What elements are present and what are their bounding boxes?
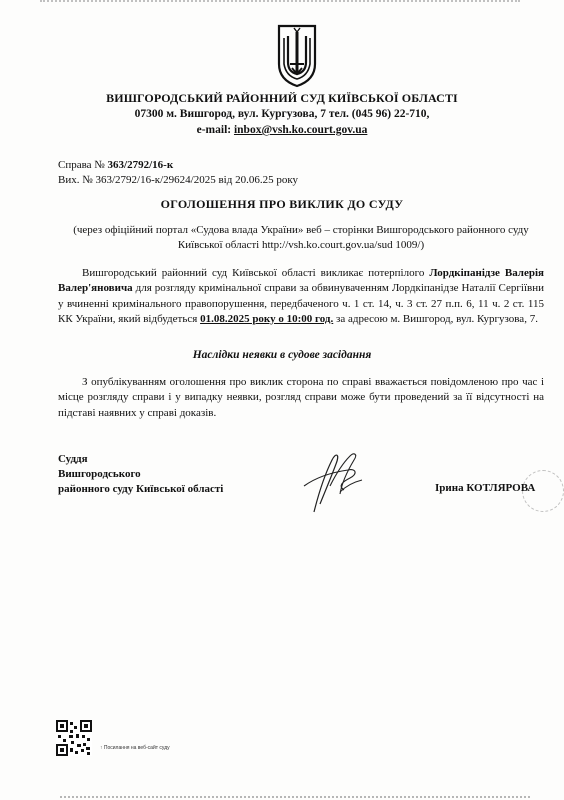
victim-name: Лордкіпанідзе Валерія Валер'яновича bbox=[58, 267, 544, 295]
summons-paragraph bbox=[58, 266, 544, 327]
case-references bbox=[58, 158, 298, 188]
consequences-heading: Наслідки неявки в судове засідання bbox=[192, 349, 372, 361]
document-title: ОГОЛОШЕННЯ ПРО ВИКЛИК ДО СУДУ bbox=[160, 197, 404, 211]
hearing-date: 01.08.2025 року о 10:00 год. bbox=[200, 312, 334, 325]
judge-name: Ірина КОТЛЯРОВА bbox=[435, 482, 536, 494]
date-label: від bbox=[215, 174, 236, 186]
email-label: e-mail: bbox=[196, 124, 234, 136]
court-email-line bbox=[0, 122, 564, 138]
outgoing-number: 363/2792/16-к/29624/2025 bbox=[95, 174, 216, 186]
summons-text-3: за адресою м. Вишгород, вул. Кургузова, 7. bbox=[333, 312, 538, 325]
letterhead bbox=[0, 90, 564, 138]
judge-title-block bbox=[58, 452, 223, 497]
handwritten-signature bbox=[284, 446, 384, 516]
case-label: Справа № bbox=[58, 159, 108, 171]
outgoing-label: Вих. № bbox=[58, 174, 96, 186]
scan-artifact-top bbox=[40, 0, 520, 6]
scan-artifact-bottom bbox=[60, 792, 530, 798]
summons-text-1: Вишгородський районний суд Київської області викликає потерпілого bbox=[82, 267, 430, 279]
outgoing-number-line bbox=[58, 173, 298, 188]
court-address: 07300 м. Вишгород, вул. Кургузова, 7 тел. (045 96) 22-710, bbox=[134, 108, 430, 120]
court-name: ВИШГОРОДСЬКИЙ РАЙОННИЙ СУД КИЇВСЬКОЇ ОБЛАСТІ bbox=[106, 91, 458, 105]
judge-title-line-1: Суддя bbox=[58, 453, 88, 465]
case-number-line bbox=[58, 158, 298, 173]
document-subtitle: (через офіційний портал «Судова влада України» веб – сторінки Вишгородського районного суду Київської області http://vsh.ko.court.gov.ua/sud 1009/) bbox=[73, 224, 529, 251]
consequences-paragraph: З опублікуванням оголошення про виклик сторона по справі вважається повідомленою про час і місце розгляду справи і у випадку неявки, розгляд справи може бути проведений за її відсутності на підставі наявних у справі доказів. bbox=[58, 376, 544, 419]
court-email-link[interactable]: inbox@vsh.ko.court.gov.ua bbox=[233, 124, 368, 136]
qr-caption: ↑ Посилання на веб-сайт суду bbox=[100, 745, 170, 751]
judge-title-line-2: Вишгородського bbox=[58, 468, 141, 480]
outgoing-date: 20.06.25 року bbox=[235, 174, 299, 186]
coat-of-arms-icon bbox=[276, 24, 318, 88]
case-number: 363/2792/16-к bbox=[107, 159, 174, 171]
qr-code-icon[interactable] bbox=[56, 720, 92, 756]
summons-text-2: для розгляду кримінальної справи за обвинуваченням Лордкіпанідзе Наталії Сергіївни у вчиненні кримінального правопорушення, передбаченого ч. 1 ст. 14, ч. 3 ст. 27 п.п. 6, 11 ч. 2 ст. 115 КК України, який відбудеться bbox=[58, 282, 544, 325]
judge-title-line-3: районного суду Київської області bbox=[58, 483, 224, 495]
